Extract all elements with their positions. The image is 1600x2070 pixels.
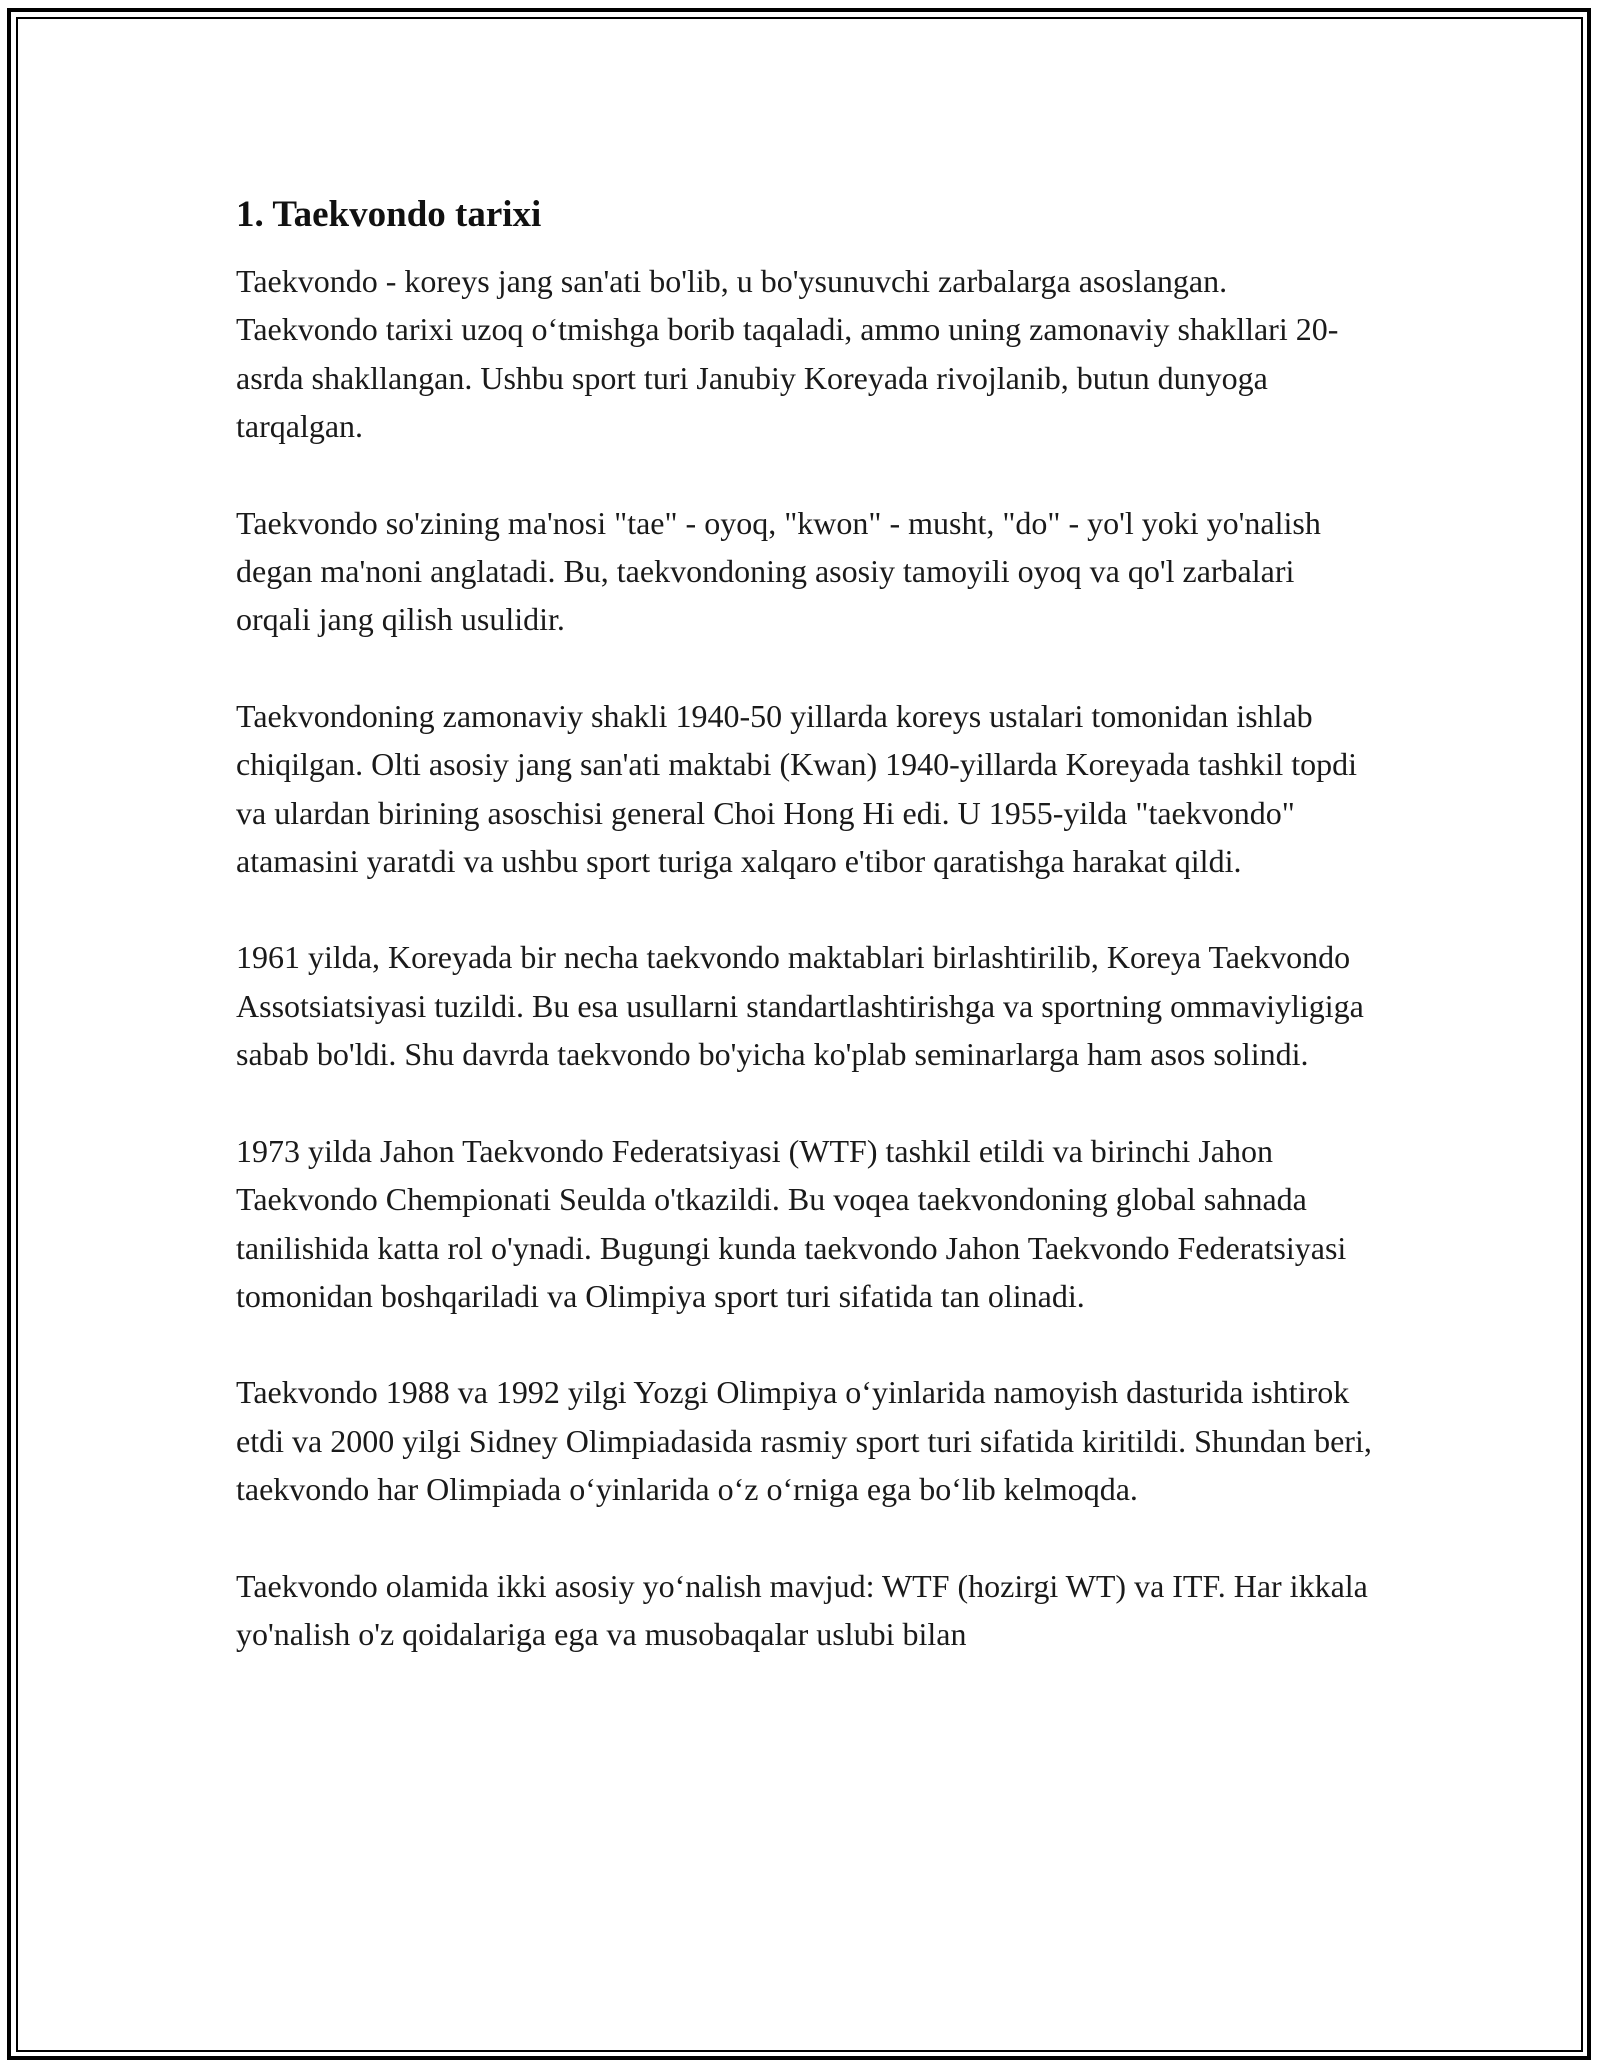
paragraph-3: Taekvondoning zamonaviy shakli 1940-50 yillarda koreys ustalari tomonidan ishlab chiqilgan. Olti asosiy jang san'ati maktabi (Kwan) 1940-yillarda Koreyada tashkil topdi va ulardan birining asoschisi general Choi Hong Hi edi. U 1955-yilda "taekvondo" atamasini yaratdi va ushbu sport turiga xalqaro e'tibor qaratishga harakat qildi.: [236, 697, 1358, 880]
paragraph-4: 1961 yilda, Koreyada bir necha taekvondo maktablari birlashtirilib, Koreya Taekvondo Assotsiatsiyasi tuzildi. Bu esa usullarni standartlashtirishga va sportning ommaviyligiga sabab bo'ldi. Shu davrda taekvondo bo'yicha ko'plab seminarlarga ham asos solindi.: [236, 939, 1364, 1073]
paragraph-1: Taekvondo - koreys jang san'ati bo'lib, u bo'ysunuvchi zarbalarga asoslangan. Taekvondo tarixi uzoq o‘tmishga borib taqaladi, ammo uning zamonaviy shakllari 20-asrda shakllangan. Ushbu sport turi Janubiy Koreyada rivojlanib, butun dunyoga tarqalgan.: [236, 263, 1339, 445]
paragraph-6: Taekvondo 1988 va 1992 yilgi Yozgi Olimpiya o‘yinlarida namoyish dasturida ishtirok etdi va 2000 yilgi Sidney Olimpiadasida rasmiy sport turi sifatida kiritildi. Shundan beri, taekvondo har Olimpiada o‘yinlarida o‘z o‘rniga ega bo‘lib kelmoqda.: [236, 1374, 1372, 1508]
section-heading: 1. Taekvondo tarixi: [236, 194, 542, 235]
paragraph-2: Taekvondo so'zining ma'nosi "tae" - oyoq, "kwon" - musht, "do" - yo'l yoki yo'nalish degan ma'noni anglatadi. Bu, taekvondoning asosiy tamoyili oyoq va qo'l zarbalari orqali jang qilish usulidir.: [236, 504, 1321, 638]
paragraph-5: 1973 yilda Jahon Taekvondo Federatsiyasi (WTF) tashkil etildi va birinchi Jahon Taekvondo Chempionati Seulda o'tkazildi. Bu voqea taekvondoning global sahnada tanilishida katta rol o'ynadi. Bugungi kunda taekvondo Jahon Taekvondo Federatsiyasi tomonidan boshqariladi va Olimpiya sport turi sifatida tan olinadi.: [236, 1132, 1347, 1314]
paragraph-7: Taekvondo olamida ikki asosiy yo‘nalish mavjud: WTF (hozirgi WT) va ITF. Har ikkala yo'nalish o'z qoidalariga ega va musobaqalar uslubi bilan: [236, 1567, 1368, 1652]
document-body: [236, 184, 1376, 1706]
